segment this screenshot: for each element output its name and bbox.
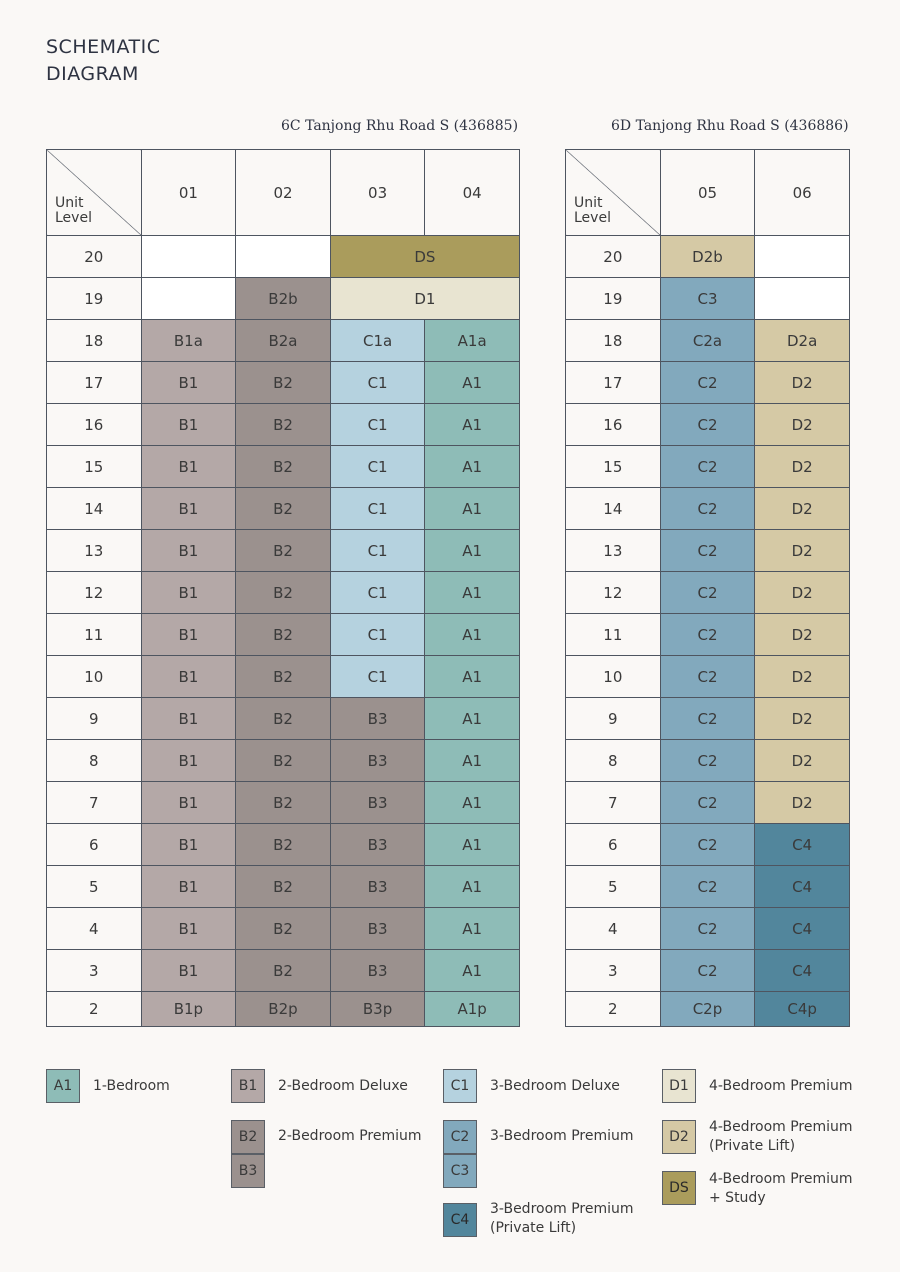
level-row-3 [47,950,520,992]
unit-cell: B3p [330,992,425,1027]
legend-label-line: 3-Bedroom Deluxe [490,1078,620,1094]
level-label: 15 [566,446,661,488]
level-label: 6 [566,824,661,866]
block-6d-schematic-table [565,149,850,1027]
level-label: 16 [566,404,661,446]
level-label: 15 [47,446,142,488]
level-label: 9 [566,698,661,740]
unit-cell: C2 [660,908,755,950]
unit-cell: B2 [236,824,331,866]
unit-cell: B2 [236,530,331,572]
level-row-14 [566,488,850,530]
unit-cell: A1 [425,782,520,824]
title-line-2: DIAGRAM [46,63,139,85]
unit-cell: B1 [141,488,236,530]
legend-label-line: 2-Bedroom Premium [278,1128,422,1144]
unit-level-corner [566,150,661,236]
unit-cell: A1p [425,992,520,1027]
unit-cell: B1 [141,824,236,866]
legend-label [278,1127,422,1146]
unit-cell: B2 [236,572,331,614]
level-label: 6 [47,824,142,866]
level-row-11 [566,614,850,656]
legend-swatch: B1 [231,1069,265,1103]
unit-cell: C2 [660,866,755,908]
legend-label [93,1077,170,1096]
unit-cell: C1 [330,656,425,698]
unit-cell: A1 [425,698,520,740]
unit-cell: C4 [755,908,850,950]
unit-cell: D2 [755,698,850,740]
level-row-9 [47,698,520,740]
legend-label-line: 1-Bedroom [93,1078,170,1094]
level-row-3 [566,950,850,992]
unit-cell: A1 [425,362,520,404]
level-row-10 [566,656,850,698]
legend-swatch: C4 [443,1203,477,1237]
empty-cell [236,236,331,278]
unit-cell: B1 [141,950,236,992]
unit-cell: B2 [236,656,331,698]
level-row-20 [47,236,520,278]
legend-label [709,1170,853,1208]
block-6c-title: 6C Tanjong Rhu Road S (436885) [281,118,519,134]
unit-cell: B1a [141,320,236,362]
level-row-7 [566,782,850,824]
legend-label-line: (Private Lift) [709,1138,796,1154]
unit-cell: B2 [236,950,331,992]
unit-cell: B2 [236,740,331,782]
level-label: 4 [47,908,142,950]
level-row-12 [47,572,520,614]
legend-label-line: 3-Bedroom Premium [490,1128,634,1144]
level-row-16 [47,404,520,446]
legend-swatch: B2 [231,1120,265,1154]
unit-cell: B2 [236,908,331,950]
unit-cell: D2 [755,530,850,572]
unit-cell: C1a [330,320,425,362]
unit-cell: B3 [330,866,425,908]
unit-cell: B3 [330,698,425,740]
unit-cell: B1 [141,866,236,908]
level-row-2 [47,992,520,1027]
level-row-15 [47,446,520,488]
level-row-12 [566,572,850,614]
unit-cell: B2 [236,362,331,404]
unit-cell: B3 [330,740,425,782]
unit-cell: C1 [330,446,425,488]
unit-cell: C2 [660,950,755,992]
unit-cell: D2 [755,740,850,782]
unit-cell: C2 [660,698,755,740]
level-row-9 [566,698,850,740]
legend-label-line: 3-Bedroom Premium [490,1201,634,1217]
level-row-11 [47,614,520,656]
legend-swatch: C1 [443,1069,477,1103]
unit-cell: C4 [755,824,850,866]
level-label: 20 [47,236,142,278]
unit-cell: B2 [236,446,331,488]
legend-label [490,1077,620,1096]
unit-cell: A1 [425,404,520,446]
unit-cell: A1 [425,446,520,488]
unit-cell: B2a [236,320,331,362]
unit-header-02: 02 [236,150,331,236]
level-row-6 [566,824,850,866]
unit-cell: C2 [660,782,755,824]
unit-cell: B1p [141,992,236,1027]
level-row-5 [566,866,850,908]
level-label: 10 [47,656,142,698]
unit-header-05: 05 [660,150,755,236]
level-label: 12 [47,572,142,614]
unit-cell: A1 [425,656,520,698]
unit-cell: A1 [425,866,520,908]
level-row-15 [566,446,850,488]
unit-cell: D2 [755,446,850,488]
legend-label-line: (Private Lift) [490,1220,577,1236]
level-row-10 [47,656,520,698]
unit-cell: C2 [660,824,755,866]
unit-cell: C1 [330,488,425,530]
unit-cell: B1 [141,572,236,614]
legend-swatch: A1 [46,1069,80,1103]
legend-label-line: 4-Bedroom Premium [709,1119,853,1135]
unit-cell: A1 [425,572,520,614]
level-label: 16 [47,404,142,446]
unit-cell: B1 [141,404,236,446]
unit-cell: D2 [755,782,850,824]
level-row-19 [566,278,850,320]
level-label: 17 [47,362,142,404]
unit-cell: DS [330,236,519,278]
level-label: 17 [566,362,661,404]
level-label: 9 [47,698,142,740]
legend-label [709,1118,853,1156]
unit-cell: C4 [755,866,850,908]
level-row-18 [47,320,520,362]
unit-cell: C2 [660,656,755,698]
unit-cell: B1 [141,656,236,698]
unit-cell: B2 [236,404,331,446]
empty-cell [141,278,236,320]
unit-cell: C1 [330,362,425,404]
level-label: 13 [47,530,142,572]
unit-cell: B2b [236,278,331,320]
level-row-4 [47,908,520,950]
level-label: 5 [47,866,142,908]
unit-cell: B3 [330,950,425,992]
level-row-5 [47,866,520,908]
level-row-18 [566,320,850,362]
unit-cell: B2 [236,698,331,740]
empty-cell [755,278,850,320]
unit-cell: A1 [425,740,520,782]
unit-cell: D2 [755,614,850,656]
level-label: 11 [47,614,142,656]
unit-cell: B1 [141,782,236,824]
unit-header-01: 01 [141,150,236,236]
unit-cell: D2 [755,404,850,446]
unit-cell: B3 [330,782,425,824]
unit-cell: C4p [755,992,850,1027]
level-label: 20 [566,236,661,278]
unit-cell: A1 [425,824,520,866]
unit-cell: D2b [660,236,755,278]
header-row [566,150,850,236]
legend-label [490,1200,634,1238]
level-label: 4 [566,908,661,950]
unit-cell: D2 [755,488,850,530]
legend-swatch: DS [662,1171,696,1205]
unit-cell: C1 [330,530,425,572]
level-label: 19 [566,278,661,320]
legend-label [278,1077,408,1096]
legend-label [709,1077,853,1096]
title-line-1: SCHEMATIC [46,36,161,58]
level-label: 5 [566,866,661,908]
level-row-13 [566,530,850,572]
level-row-13 [47,530,520,572]
legend-swatch: C3 [443,1154,477,1188]
unit-cell: D2 [755,362,850,404]
unit-cell: A1 [425,614,520,656]
unit-cell: A1 [425,488,520,530]
unit-cell: D1 [330,278,519,320]
level-row-16 [566,404,850,446]
unit-header-04: 04 [425,150,520,236]
corner-level-label: Level [574,210,611,226]
legend-label-line: 2-Bedroom Deluxe [278,1078,408,1094]
level-label: 2 [566,992,661,1027]
unit-cell: B2 [236,782,331,824]
unit-cell: B1 [141,446,236,488]
level-row-7 [47,782,520,824]
unit-cell: C4 [755,950,850,992]
empty-cell [141,236,236,278]
unit-level-corner [47,150,142,236]
block-6d-title: 6D Tanjong Rhu Road S (436886) [611,118,849,134]
level-row-4 [566,908,850,950]
corner-level-label: Level [55,210,92,226]
legend-label [490,1127,634,1146]
level-row-20 [566,236,850,278]
unit-cell: C2 [660,614,755,656]
unit-cell: D2 [755,656,850,698]
level-label: 8 [566,740,661,782]
unit-cell: B1 [141,740,236,782]
level-row-17 [47,362,520,404]
level-label: 12 [566,572,661,614]
level-label: 3 [47,950,142,992]
level-label: 11 [566,614,661,656]
legend-label-line: 4-Bedroom Premium [709,1171,853,1187]
unit-cell: C2 [660,404,755,446]
level-label: 10 [566,656,661,698]
legend-label-line: + Study [709,1190,766,1206]
level-label: 13 [566,530,661,572]
level-label: 18 [47,320,142,362]
legend-label-line: 4-Bedroom Premium [709,1078,853,1094]
legend-swatch: C2 [443,1120,477,1154]
level-row-19 [47,278,520,320]
unit-cell: C2a [660,320,755,362]
level-label: 8 [47,740,142,782]
corner-unit-label: Unit [574,195,603,211]
empty-cell [755,236,850,278]
unit-cell: C2 [660,572,755,614]
level-label: 7 [566,782,661,824]
level-row-8 [566,740,850,782]
unit-cell: D2 [755,572,850,614]
unit-cell: B2 [236,614,331,656]
legend-swatch: D2 [662,1120,696,1154]
unit-cell: B2 [236,488,331,530]
level-label: 19 [47,278,142,320]
unit-cell: D2a [755,320,850,362]
level-row-6 [47,824,520,866]
level-label: 18 [566,320,661,362]
unit-cell: B1 [141,362,236,404]
unit-cell: A1a [425,320,520,362]
unit-cell: C1 [330,572,425,614]
level-row-14 [47,488,520,530]
unit-cell: B3 [330,824,425,866]
level-row-2 [566,992,850,1027]
unit-cell: B1 [141,530,236,572]
level-row-17 [566,362,850,404]
unit-cell: C2 [660,488,755,530]
unit-cell: B3 [330,908,425,950]
unit-cell: A1 [425,530,520,572]
corner-unit-label: Unit [55,195,84,211]
unit-cell: C2 [660,446,755,488]
page-title [46,34,161,88]
level-label: 14 [47,488,142,530]
unit-cell: C2 [660,530,755,572]
level-label: 3 [566,950,661,992]
unit-cell: C2 [660,740,755,782]
unit-cell: C3 [660,278,755,320]
level-row-8 [47,740,520,782]
unit-cell: B1 [141,908,236,950]
level-label: 2 [47,992,142,1027]
level-label: 7 [47,782,142,824]
unit-header-03: 03 [330,150,425,236]
legend-swatch: D1 [662,1069,696,1103]
level-label: 14 [566,488,661,530]
header-row [47,150,520,236]
block-6c-schematic-table [46,149,520,1027]
unit-header-06: 06 [755,150,850,236]
unit-cell: B2p [236,992,331,1027]
unit-cell: A1 [425,908,520,950]
unit-cell: C2p [660,992,755,1027]
unit-cell: B1 [141,614,236,656]
unit-cell: A1 [425,950,520,992]
unit-cell: B2 [236,866,331,908]
unit-cell: C1 [330,614,425,656]
legend-swatch: B3 [231,1154,265,1188]
unit-cell: C2 [660,362,755,404]
unit-cell: B1 [141,698,236,740]
unit-cell: C1 [330,404,425,446]
